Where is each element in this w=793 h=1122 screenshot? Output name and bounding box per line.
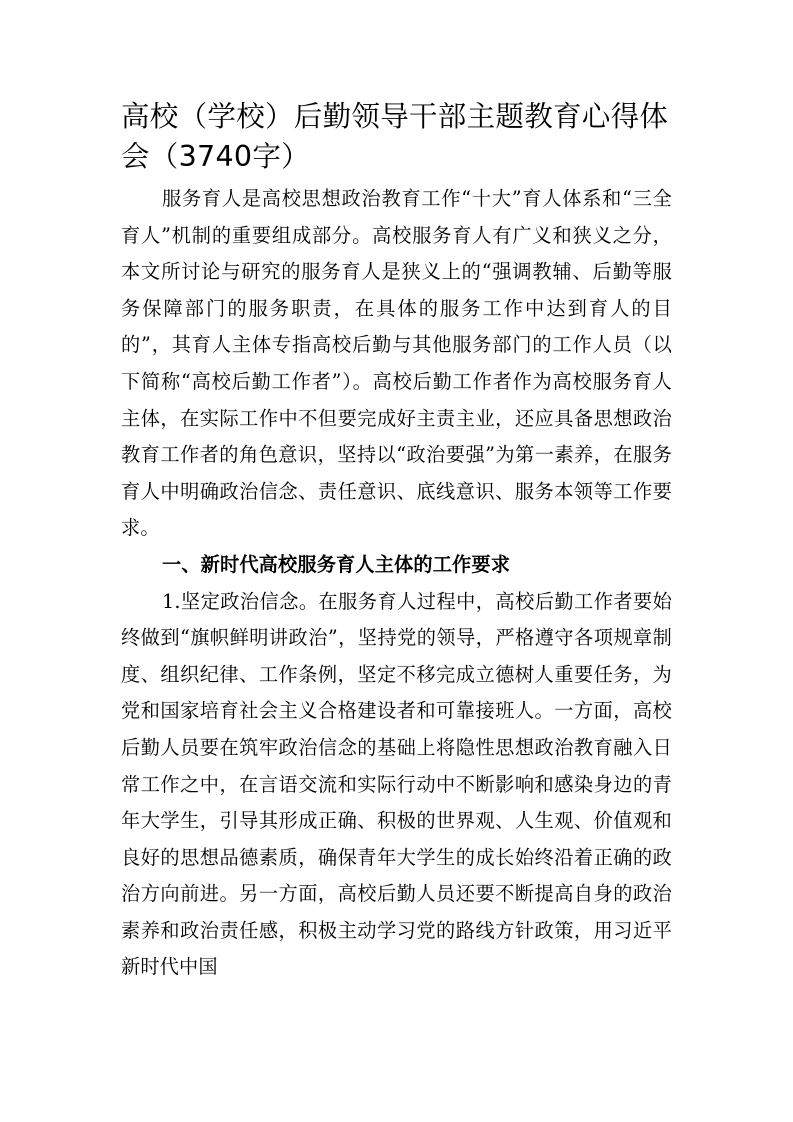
section-paragraph: 1.坚定政治信念。在服务育人过程中，高校后勤工作者要始终做到“旗帜鲜明讲政治”，坚持党的领导，严格遵守各项规章制度、组织纪律、工作条例，坚定不移完成立德树人重要任务，为党和国家培育社会主义合格建设者和可靠接班人。一方面，高校后勤人员要在筑牢政治信念的基础上将隐性思想政治教育融入日常工作之中，在言语交流和实际行动中不断影响和感染身边的青年大学生，引导其形成正确、积极的世界观、人生观、价值观和良好的思想品德素质，确保青年大学生的成长始终沿着正确的政治方向前进。另一方面，高校后勤人员还要不断提高自身的政治素养和政治责任感，积极主动学习党的路线方针政策，用习近平新时代中国 [121, 589, 672, 979]
document-body [121, 97, 672, 986]
intro-paragraph: 服务育人是高校思想政治教育工作“十大”育人体系和“三全育人”机制的重要组成部分。高校服务育人有广义和狭义之分，本文所讨论与研究的服务育人是狭义上的“强调教辅、后勤等服务保障部门的服务职责，在具体的服务工作中达到育人的目的”，其育人主体专指高校后勤与其他服务部门的工作人员（以下简称“高校后勤工作者”）。高校后勤工作者作为高校服务育人主体，在实际工作中不但要完成好主责主业，还应具备思想政治教育工作者的角色意识，坚持以“政治要强”为第一素养，在服务育人中明确政治信念、责任意识、底线意识、服务本领等工作要求。 [121, 187, 672, 540]
document-title: 高校（学校）后勤领导干部主题教育心得体会（3740字） [121, 100, 669, 173]
section-heading: 一、新时代高校服务育人主体的工作要求 [162, 552, 511, 576]
